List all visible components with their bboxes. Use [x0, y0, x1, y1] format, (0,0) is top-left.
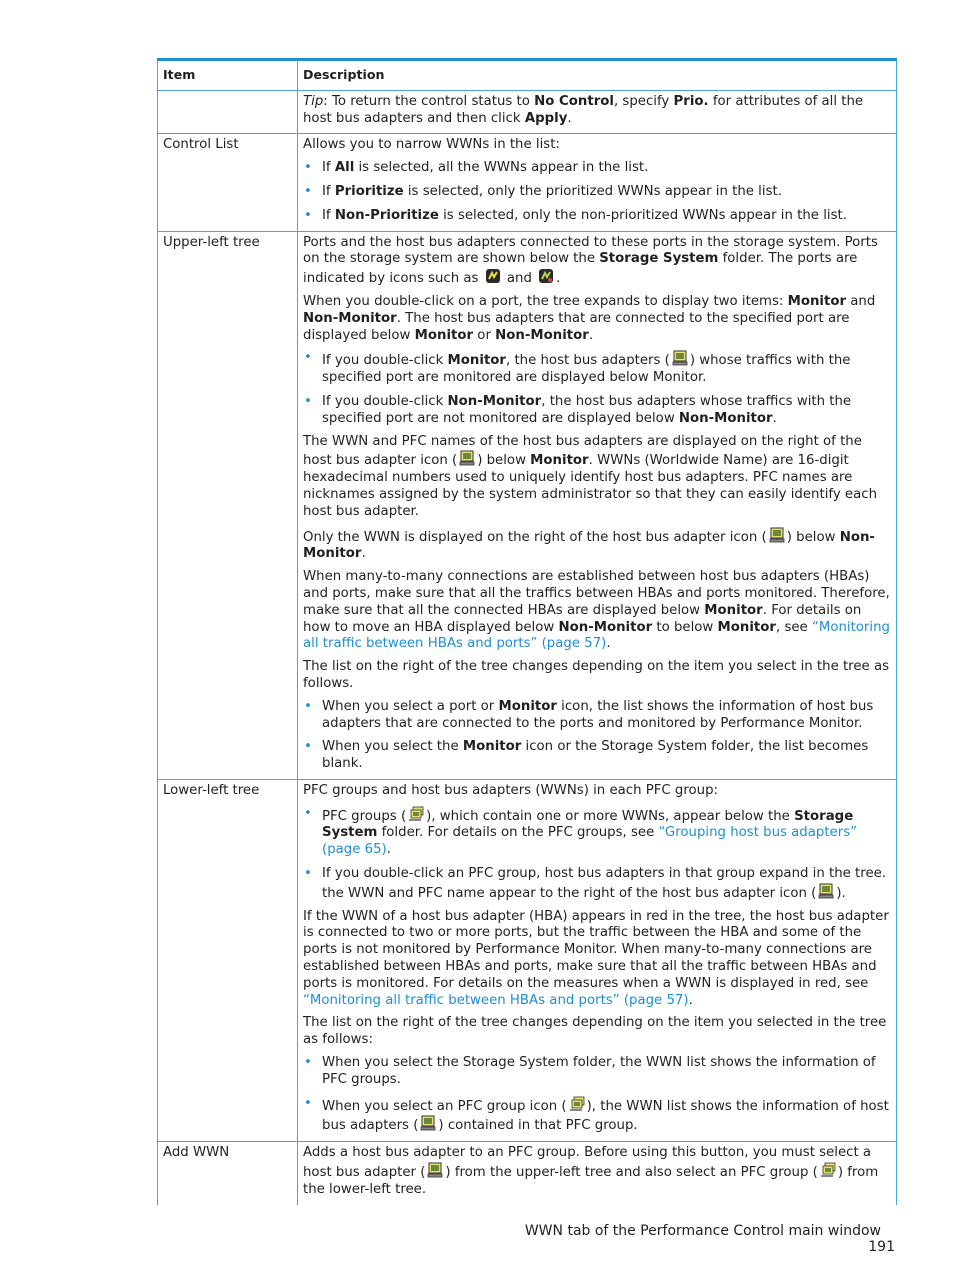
item-cell: Control List [158, 134, 298, 231]
pfc-group-icon [408, 806, 424, 822]
bullet-list [303, 160, 891, 224]
hba-icon [459, 450, 475, 466]
list-item: • When you select the Storage System folder, the WWN list shows the information of PFC groups. [303, 1055, 891, 1089]
list-item: • If Non-Prioritize is selected, only the non-prioritized WWNs appear in the list. [303, 208, 891, 225]
port-alt-icon [538, 268, 554, 284]
tip-label: Tip [303, 93, 324, 109]
bullet-list [303, 350, 891, 427]
description-cell [298, 1142, 897, 1205]
table-row [158, 90, 897, 134]
list-item: • If you double-click Monitor, the host bus adapters ( ) whose traffics with the specified port are monitored are displayed below Monitor. [303, 350, 891, 387]
description-cell [298, 134, 897, 231]
page-footer [520, 1223, 895, 1255]
tip-paragraph: Tip: To return the control status to No Control, specify Prio. for attributes of all the host bus adapters and then click Apply. [303, 93, 864, 126]
bullet-list [303, 1055, 891, 1135]
table-row [158, 1142, 897, 1205]
item-cell: Add WWN [158, 1142, 298, 1205]
cross-reference-link[interactable]: “Monitoring all traffic between HBAs and ports” (page 57) [303, 619, 890, 652]
pfc-group-icon [569, 1096, 585, 1112]
hba-icon [420, 1115, 436, 1131]
paragraph: Adds a host bus adapter to an PFC group. Before using this button, you must select a host bus adapter ( ) from the upper-left tree and also select an PFC group ( ) from the lower-left tree. [303, 1145, 879, 1197]
paragraph: The WWN and PFC names of the host bus adapters are displayed on the right of the host bus adapter icon ( ) below Monitor. WWNs (Worldwide Name) are 16-digit hexadecimal numbers used to uniquely identify host bus adapters. PFC names are nicknames assigned by the system administrator so that they can easily identify each host bus adapter. [303, 433, 877, 519]
item-cell: Upper-left tree [158, 231, 298, 779]
table-header-row [158, 60, 897, 91]
list-item: • When you select an PFC group icon ( ), the WWN list shows the information of host bus adapters ( ) contained in that PFC group. [303, 1096, 891, 1136]
hba-icon [769, 527, 785, 543]
paragraph: Only the WWN is displayed on the right of the host bus adapter icon ( ) below Non-Monitor. [303, 527, 891, 564]
bullet-list [303, 806, 891, 903]
pfc-group-icon [820, 1162, 836, 1178]
footer-title: WWN tab of the Performance Control main window [524, 1223, 881, 1239]
list-item: • If Prioritize is selected, only the prioritized WWNs appear in the list. [303, 184, 891, 201]
hba-icon [427, 1162, 443, 1178]
list-item: • When you select a port or Monitor icon, the list shows the information of host bus adapters that are connected to the ports and monitored by Performance Monitor. [303, 699, 891, 733]
list-item: • PFC groups ( ), which contain one or more WWNs, appear below the Storage System folder. For details on the PFC groups, see “Grouping host bus adapters” (page 65). [303, 806, 891, 859]
paragraph: When many-to-many connections are established between host bus adapters (HBAs) and ports, make sure that all the traffics between HBAs and ports monitored. Therefore, make sure that all the connected HBAs are displayed below Monitor. For details on how to move an HBA displayed below Non-Monitor to below Monitor, see “Monitoring all traffic between HBAs and ports” (page 57). [303, 569, 890, 652]
description-cell [298, 779, 897, 1141]
cross-reference-link[interactable]: “Monitoring all traffic between HBAs and ports” (page 57) [303, 992, 689, 1008]
table-row [158, 134, 897, 231]
list-item: • If you double-click an PFC group, host bus adapters in that group expand in the tree. the WWN and PFC name appear to the right of the host bus adapter icon ( ). [303, 866, 891, 903]
item-cell [158, 90, 298, 134]
description-cell [298, 90, 897, 134]
header-item: Item [158, 60, 298, 91]
bullet-list [303, 699, 891, 773]
page-number: 191 [868, 1239, 895, 1255]
paragraph: Ports and the host bus adapters connected to these ports in the storage system. Ports on the storage system are shown below the Storage System folder. The ports are indicated by icons such as and . [303, 234, 878, 287]
description-cell [298, 231, 897, 779]
paragraph: When you double-click on a port, the tree expands to display two items: Monitor and Non-Monitor. The host bus adapters that are connected to the specified port are displayed below Monitor or Non-Monitor. [303, 293, 876, 343]
item-cell: Lower-left tree [158, 779, 298, 1141]
table-row [158, 779, 897, 1141]
hba-icon [818, 883, 834, 899]
paragraph: PFC groups and host bus adapters (WWNs) in each PFC group: [303, 782, 719, 798]
intro-text: Allows you to narrow WWNs in the list: [303, 137, 560, 153]
description-table [157, 58, 897, 1205]
header-description: Description [298, 60, 897, 91]
hba-icon [672, 350, 688, 366]
table-row [158, 231, 897, 779]
paragraph: If the WWN of a host bus adapter (HBA) appears in red in the tree, the host bus adapter is connected to two or more ports, but the traffic between the HBA and some of the ports is not monitored by Performance Monitor. When many-to-many connections are established between HBAs and ports, make sure that all the traffic between HBAs and ports is monitored. For details on the measures when a WWN is displayed in red, see “Monitoring all traffic between HBAs and ports” (page 57). [303, 908, 889, 1008]
port-icon [485, 268, 501, 284]
list-item: • If All is selected, all the WWNs appear in the list. [303, 160, 891, 177]
paragraph: The list on the right of the tree changes depending on the item you selected in the tree as follows: [303, 1015, 887, 1048]
cross-reference-link[interactable]: “Grouping host bus adapters” (page 65) [322, 825, 858, 858]
paragraph: The list on the right of the tree changes depending on the item you select in the tree as follows. [303, 659, 890, 691]
list-item: • When you select the Monitor icon or the Storage System folder, the list becomes blank. [303, 739, 891, 773]
list-item: • If you double-click Non-Monitor, the host bus adapters whose traffics with the specified port are not monitored are displayed below Non-Monitor. [303, 394, 891, 428]
